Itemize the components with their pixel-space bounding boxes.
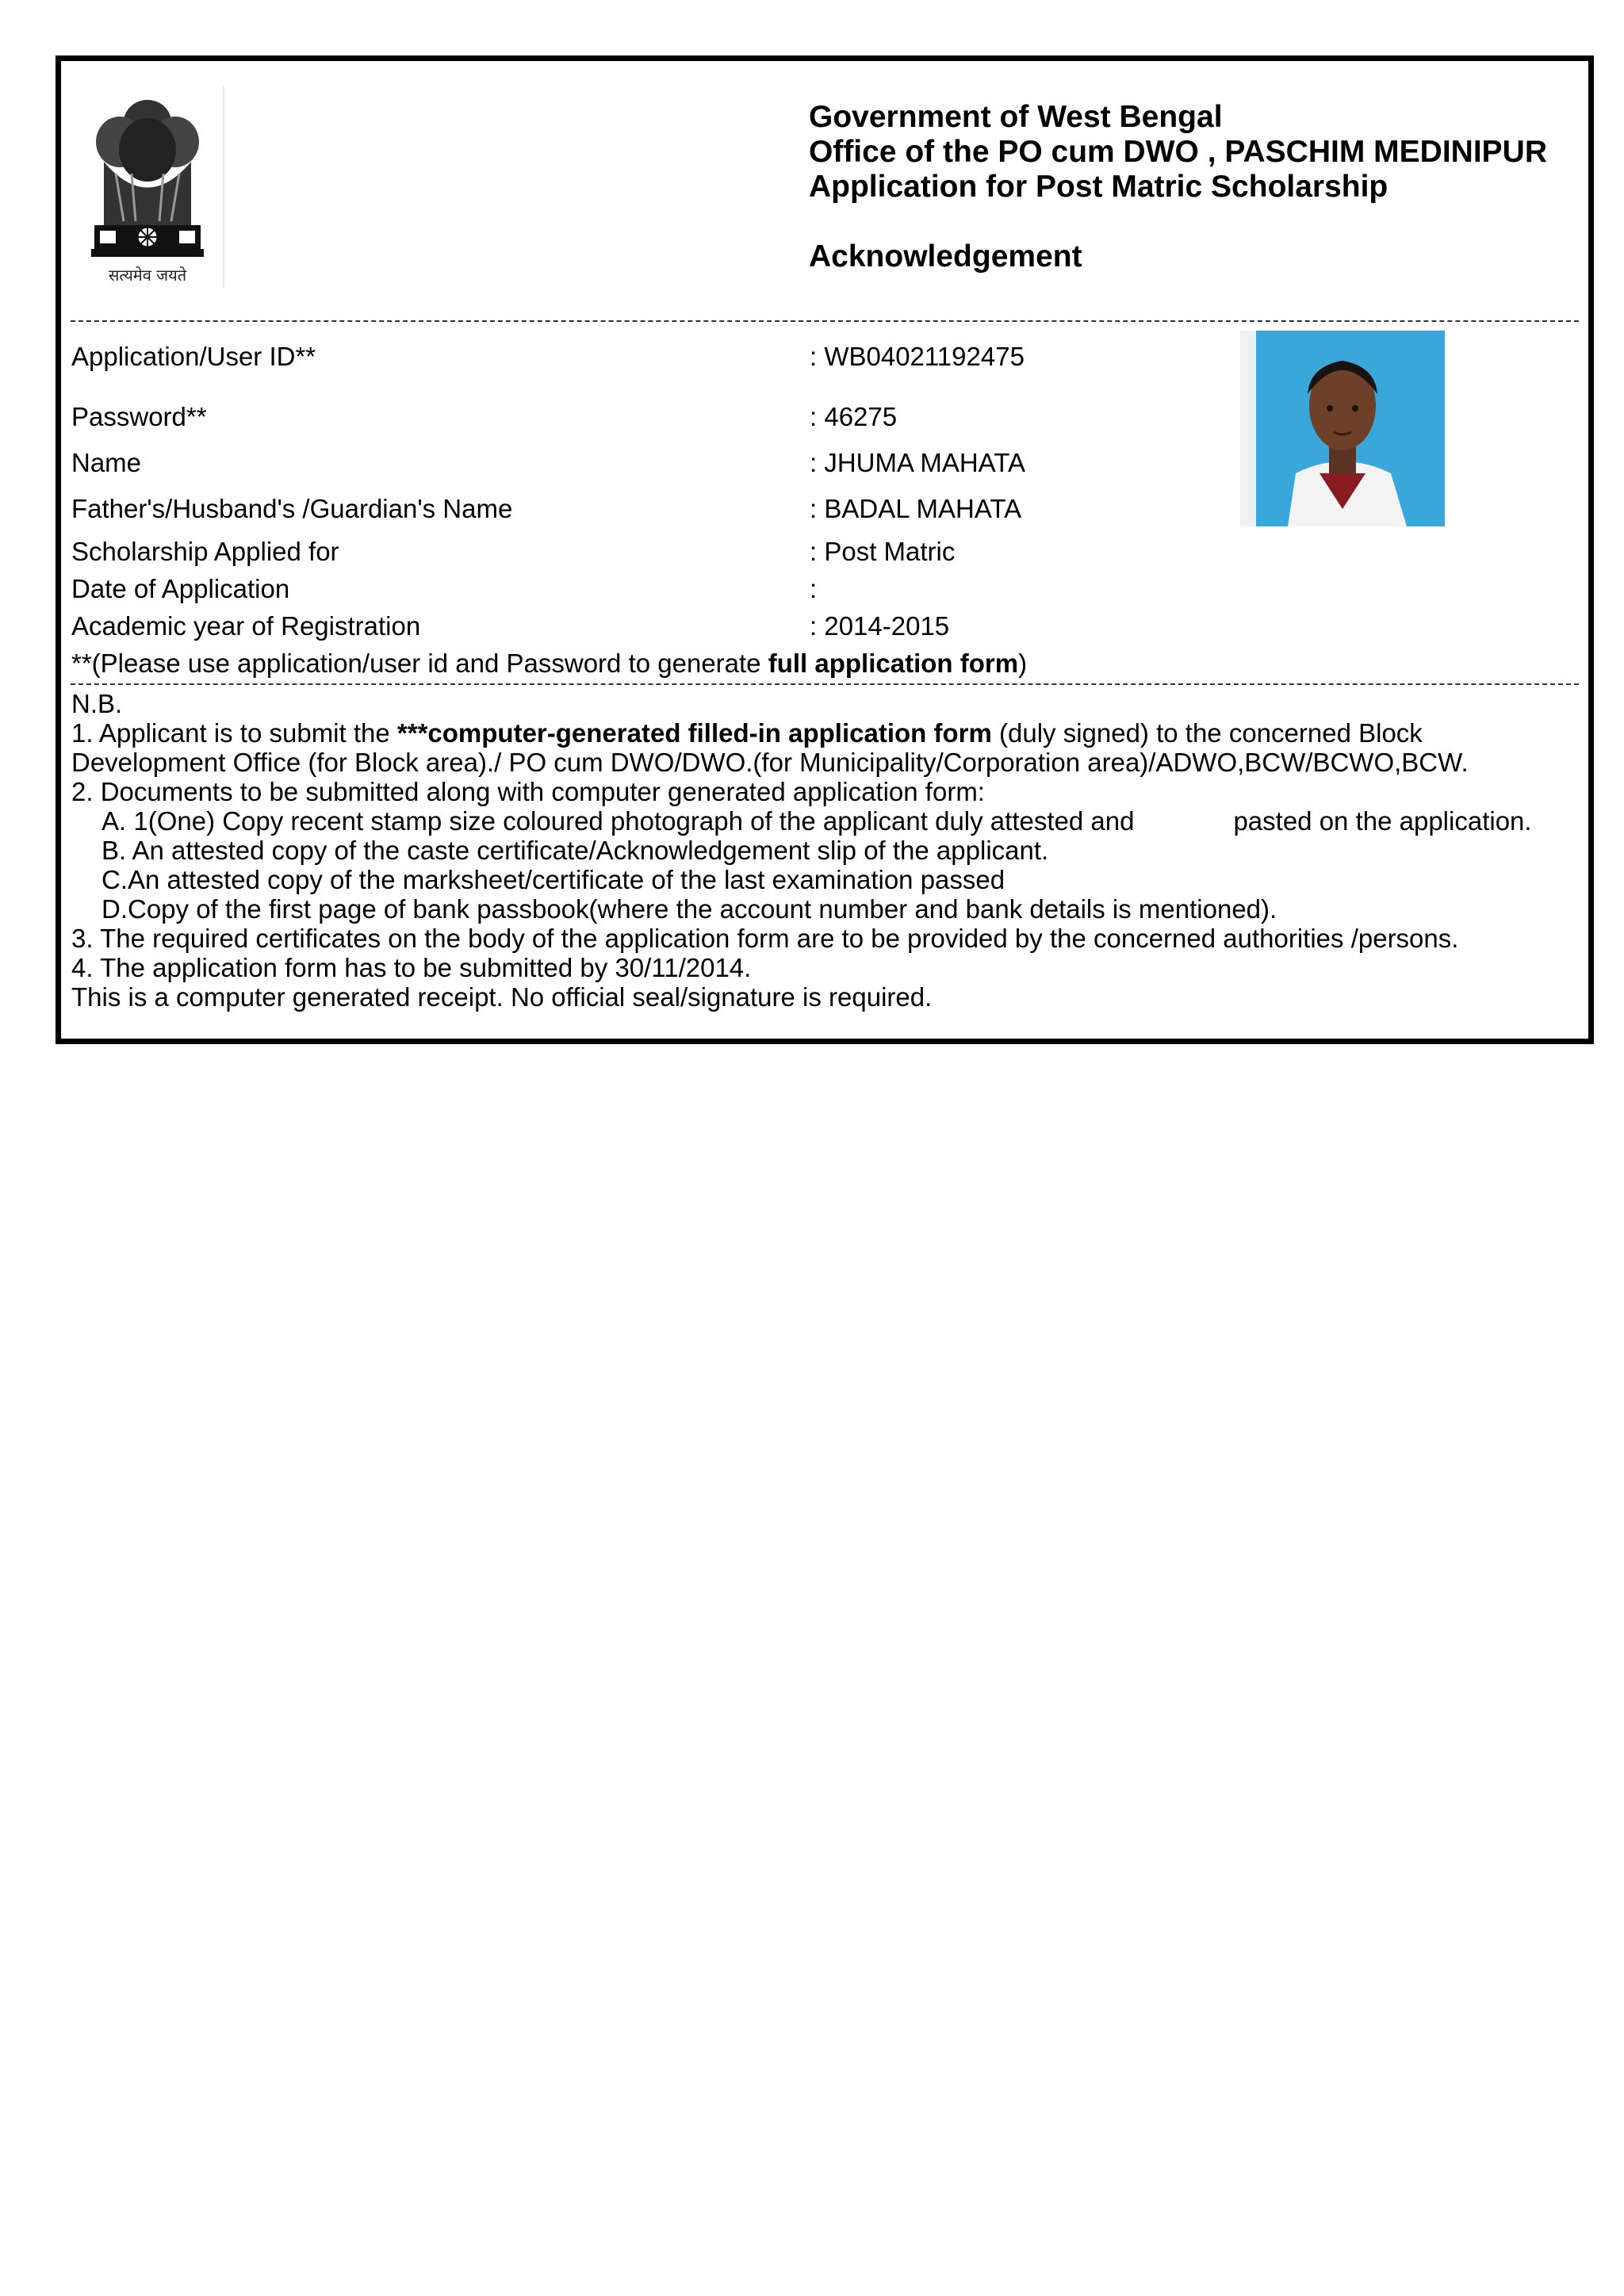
state-emblem-icon	[72, 86, 224, 289]
svg-text:सत्यमेव जयते: सत्यमेव जयते	[108, 266, 187, 285]
footer-note: This is a computer generated receipt. No official seal/signature is required.	[71, 982, 933, 1012]
nb-item-2a: A. 1(One) Copy recent stamp size coloured photograph of the applicant duly attested and pasted on the application.	[102, 806, 1532, 836]
field-label-user-id: Application/User ID**	[71, 342, 316, 371]
field-label-password: Password**	[71, 402, 207, 431]
field-value-scholarship: : Post Matric	[810, 537, 956, 566]
application-type: Application for Post Matric Scholarship	[809, 170, 1388, 204]
field-label-date: Date of Application	[71, 574, 290, 603]
field-label-academic-year: Academic year of Registration	[71, 611, 421, 641]
field-value-date: :	[810, 574, 818, 603]
nb-heading: N.B.	[71, 689, 123, 718]
nb-item-2: 2. Documents to be submitted along with computer generated application form:	[71, 777, 985, 806]
field-value-password: : 46275	[810, 402, 898, 431]
field-value-name: : JHUMA MAHATA	[810, 448, 1025, 477]
field-value-user-id: : WB04021192475	[810, 342, 1025, 371]
header	[809, 100, 1547, 274]
nb-item-2b: B. An attested copy of the caste certificate/Acknowledgement slip of the applicant.	[102, 836, 1049, 865]
field-label-scholarship: Scholarship Applied for	[71, 537, 339, 566]
nb-item-2d: D.Copy of the first page of bank passbook(where the account number and bank details is mentioned).	[102, 894, 1277, 924]
nb-item-2c: C.An attested copy of the marksheet/certificate of the last examination passed	[102, 865, 1005, 894]
field-value-academic-year: : 2014-2015	[810, 611, 950, 641]
applicant-photo	[1240, 331, 1445, 526]
divider	[71, 320, 1579, 322]
field-value-guardian: : BADAL MAHATA	[810, 494, 1022, 523]
nb-item-1: 1. Applicant is to submit the ***computer-generated filled-in application form (duly signed) to the concerned Block	[71, 718, 1423, 748]
office-name: Office of the PO cum DWO , PASCHIM MEDINIPUR	[809, 135, 1547, 169]
field-label-guardian: Father's/Husband's /Guardian's Name	[71, 494, 513, 523]
divider	[71, 683, 1579, 685]
usage-note: **(Please use application/user id and Password to generate full application form)	[71, 649, 1028, 678]
nb-item-3: 3. The required certificates on the body of the application form are to be provided by the concerned authorities /persons.	[71, 924, 1459, 953]
page-title: Acknowledgement	[809, 239, 1082, 274]
acknowledgement-slip	[56, 55, 1594, 1044]
nb-item-1-line-2: Development Office (for Block area)./ PO cum DWO/DWO.(for Municipality/Corporation area)/ADWO,BCW/BCWO,BCW.	[71, 748, 1469, 777]
nb-item-4: 4. The application form has to be submitted by 30/11/2014.	[71, 953, 752, 982]
government-name: Government of West Bengal	[809, 100, 1223, 134]
field-label-name: Name	[71, 448, 142, 477]
